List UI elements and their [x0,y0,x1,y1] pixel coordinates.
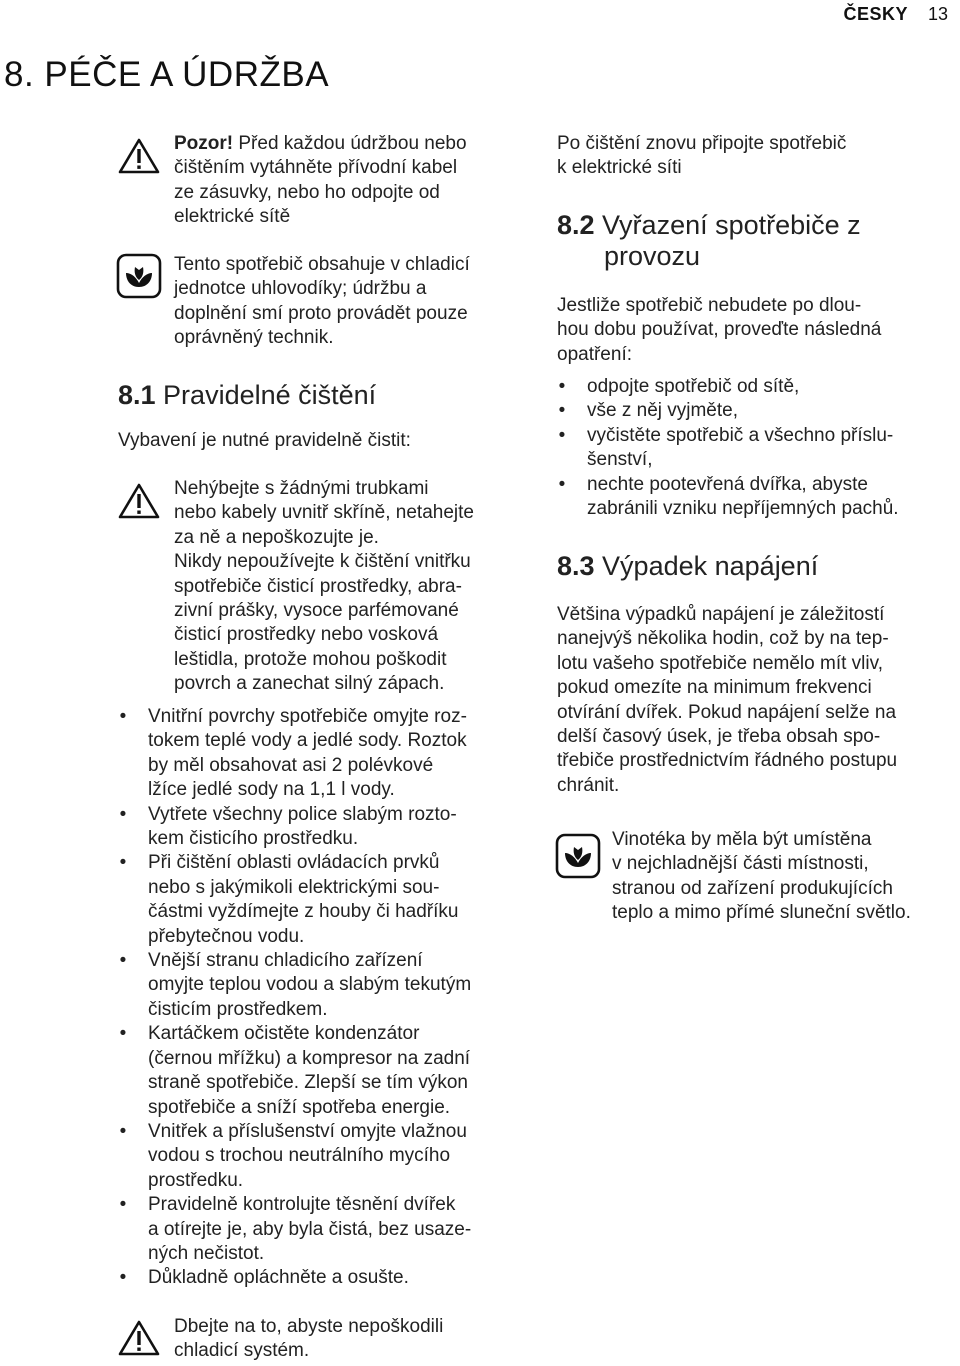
section-number: 8.1 [118,380,156,410]
paragraph-line: opatření: [557,343,632,365]
eco-line: doplnění smí proto provádět pouze [174,302,468,324]
decommission-steps-list [557,375,957,521]
list-item-line: přebytečnou vodu. [148,925,305,947]
bullet-icon: • [119,1023,127,1045]
bullet-icon: • [119,950,127,972]
eco-notice [174,253,534,351]
list-item [557,424,957,473]
list-item-line: zabránili vzniku nepříjemných pachů. [587,498,899,520]
section-heading-8-2 [557,210,957,272]
warning-line: Nikdy nepoužívejte k čištění vnitřku [174,551,471,573]
section-title-cont: provozu [604,241,701,271]
warning-line: nebo kabely uvnitř skříně, netahejte [174,502,474,524]
list-item-line: vše z něj vyjměte, [587,400,738,422]
header-language: ČESKY [843,4,908,24]
eco-line: stranou od zařízení produkujících [612,877,893,899]
list-item [118,1022,528,1120]
list-item-line: tokem teplé vody a jedlé sody. Roztok [148,730,467,752]
warning-line: za ně a nepoškozujte je. [174,526,379,548]
eco-line: teplo a mimo přímé sluneční světlo. [612,902,911,924]
eco-line: jednotce uhlovodíky; údržbu a [174,278,427,300]
section-title: Vyřazení spotřebiče z [594,210,861,240]
warning-line: spotřebiče čisticí prostředky, abra- [174,575,462,597]
list-item-line: Vnitřní povrchy spotřebiče omyjte roz- [148,706,467,727]
list-item [118,851,528,949]
warning-line: povrch a zanechat silný zápach. [174,673,445,695]
list-item-line: straně spotřebiče. Zlepší se tím výkon [148,1072,468,1094]
section-number: 8.3 [557,551,595,581]
list-item-line: Důkladně opláchněte a osušte. [148,1267,409,1289]
bullet-icon: • [119,803,127,825]
list-item-line: Vytřete všechny police slabým rozto- [148,803,457,825]
paragraph-line: nanejvýš několika hodin, což by na tep- [557,628,889,650]
paragraph-line: Jestliže spotřebič nebudete po dlou- [557,295,862,316]
eco-line: oprávněný technik. [174,327,334,349]
warning-triangle-icon [118,1320,160,1356]
caution-label: Pozor! [174,133,234,154]
list-item-line: částmi vyždímejte z houby či hadříku [148,901,459,923]
list-item [118,1193,528,1266]
page-number: 13 [927,4,948,24]
power-outage-paragraph [557,603,957,798]
bullet-icon: • [119,1120,127,1142]
paragraph-line: pokud omezíte na minimum frekvenci [557,677,872,699]
list-item-line: ných nečistot. [148,1242,265,1264]
list-item [118,1120,528,1193]
bullet-icon: • [119,1194,127,1216]
section-title: Výpadek napájení [594,551,819,581]
bullet-icon: • [119,852,127,874]
eco-line: v nejchladnější části místnosti, [612,853,869,875]
list-item-line: nebo s jakýmikoli elektrickými sou- [148,876,440,898]
section-number: 8.2 [557,210,595,240]
list-item-line: vyčistěte spotřebič a všechno příslu- [587,424,894,446]
list-item-line: Pravidelně kontrolujte těsnění dvířek [148,1194,456,1216]
list-item-line: kem čisticího prostředku. [148,828,359,850]
list-item-line: odpojte spotřebič od sítě, [587,376,800,397]
caution-line: ze zásuvky, nebo ho odpojte od [174,181,440,203]
cleaning-steps-list [118,705,528,1291]
list-item-line: lžíce jedlé sody na 1,1 l vody. [148,779,395,801]
section-heading-8-3 [557,551,818,582]
list-item-line: spotřebiče a sníží spotřeba energie. [148,1096,451,1118]
warning-triangle-icon [118,483,160,519]
list-item-line: čisticím prostředkem. [148,998,328,1020]
warning-line: zivní prášky, vysoce parfémované [174,600,459,622]
warning-line: čisticí prostředky nebo vosková [174,624,439,646]
list-item [118,705,528,803]
list-item-line: nechte pootevřená dvířka, abyste [587,473,868,495]
warning-line: leštidla, protože mohou poškodit [174,648,447,670]
caution-notice [174,132,534,230]
chapter-title: 8. PÉČE A ÚDRŽBA [4,55,330,94]
paragraph-line: třebiče prostřednictvím řádného postupu [557,750,898,772]
bullet-icon: • [558,473,566,495]
list-item [557,399,957,423]
bullet-icon: • [119,1267,127,1289]
list-item-line: (černou mřížku) a kompresor na zadní [148,1047,471,1069]
warning-notice [174,477,534,697]
section-intro: Vybavení je nutné pravidelně čistit: [118,430,411,451]
section-title: Pravidelné čištění [155,380,377,410]
list-item [118,949,528,1022]
reconnect-note [557,132,957,181]
list-item-line: vodou s trochou neutrálního mycího [148,1145,451,1167]
paragraph-line: Většina výpadků napájení je záležitostí [557,604,885,625]
caution-line: elektrické sítě [174,206,291,228]
section-heading-8-1 [118,380,376,411]
bullet-icon: • [558,424,566,446]
paragraph-line: delší časový úsek, je třeba obsah spo- [557,726,881,748]
warning-line: chladicí systém. [174,1340,310,1362]
paragraph-line: otvírání dvířek. Pokud napájení selže na [557,701,897,723]
warning-line: Dbejte na to, abyste nepoškodili [174,1316,444,1337]
bullet-icon: • [119,706,127,727]
placement-eco-notice [612,828,957,926]
warning-triangle-icon [118,138,160,174]
list-item-line: by měl obsahovat asi 2 polévkové [148,754,434,776]
eco-line: Vinotéka by měla být umístěna [612,829,872,850]
list-item-line: Vnitřek a příslušenství omyjte vlažnou [148,1120,467,1142]
paragraph-line: lotu vašeho spotřebiče nemělo mít vliv, [557,652,883,674]
paragraph-line: Po čištění znovu připojte spotřebič [557,133,847,154]
list-item [118,1266,528,1290]
caution-line: čištěním vytáhněte přívodní kabel [174,157,458,179]
eco-line: Tento spotřebič obsahuje v chladicí [174,254,470,275]
bullet-icon: • [558,376,566,397]
list-item [118,803,528,852]
section-82-intro [557,294,957,367]
paragraph-line: k elektrické síti [557,157,682,179]
refrigerant-warning [174,1315,534,1364]
list-item-line: omyjte teplou vodou a slabým tekutým [148,974,472,996]
list-item-line: šenství, [587,449,653,471]
bullet-icon: • [558,400,566,422]
list-item [557,375,957,399]
paragraph-line: chránit. [557,774,620,796]
list-item-line: Při čištění oblasti ovládacích prvků [148,852,440,874]
paragraph-line: hou dobu používat, proveďte následná [557,319,882,341]
list-item [557,473,957,522]
caution-line: Před každou údržbou nebo [233,133,467,154]
eco-flower-icon [116,253,162,299]
eco-flower-icon [555,833,601,879]
list-item-line: Vnější stranu chladicího zařízení [148,950,423,972]
list-item-line: prostředku. [148,1169,244,1191]
warning-line: Nehýbejte s žádnými trubkami [174,478,429,499]
list-item-line: a otírejte je, aby byla čistá, bez usaze- [148,1218,472,1240]
list-item-line: Kartáčkem očistěte kondenzátor [148,1023,420,1045]
